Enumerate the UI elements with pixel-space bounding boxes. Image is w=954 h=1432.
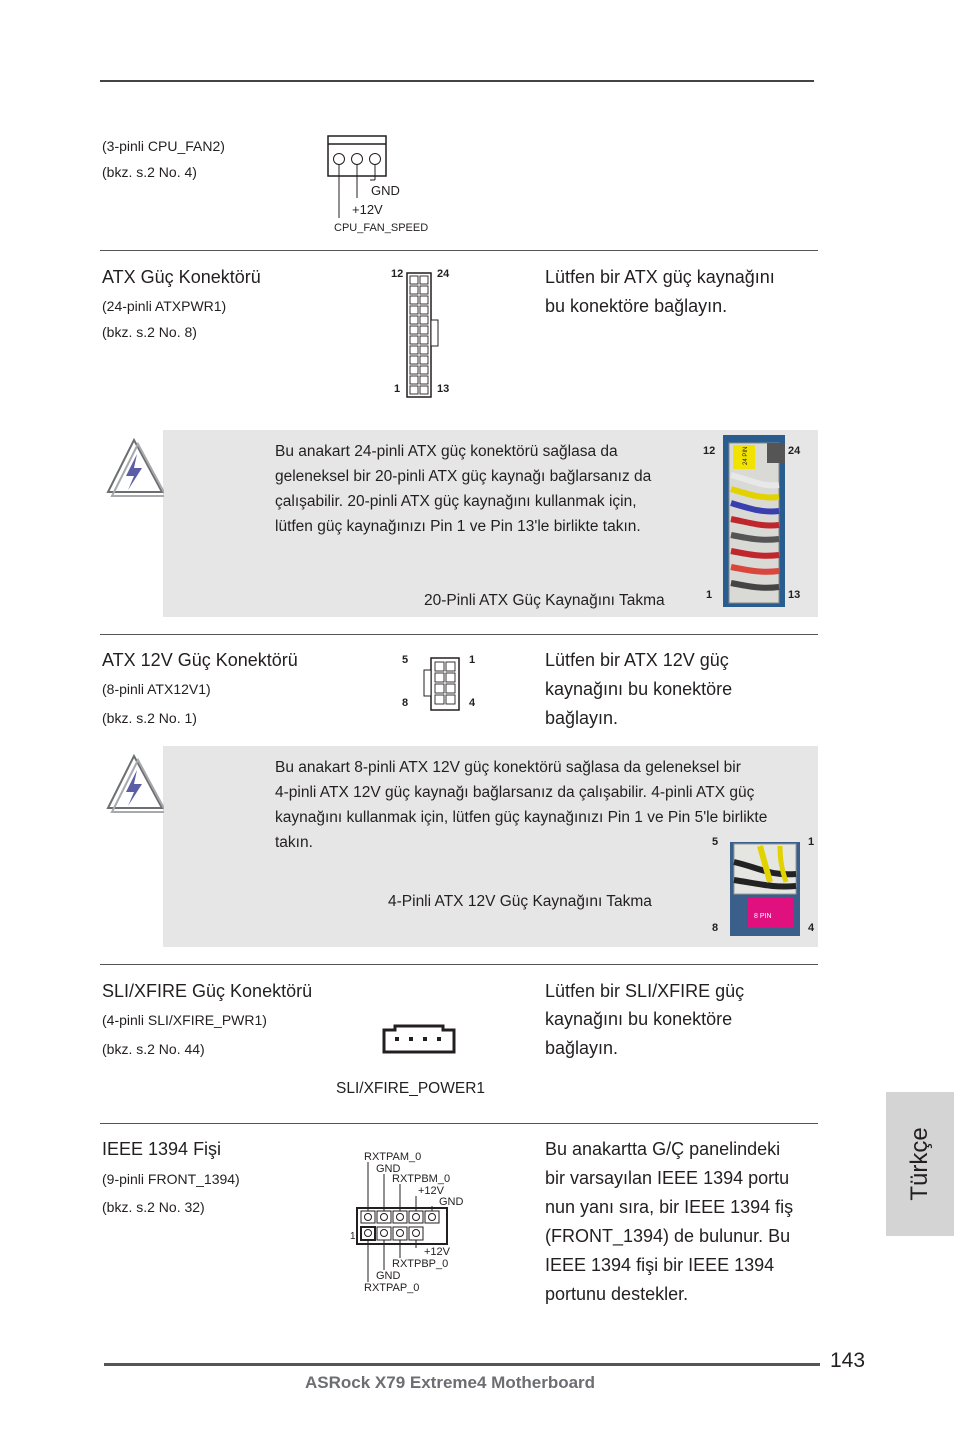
- atx-pins: (24-pinli ATXPWR1): [102, 298, 227, 314]
- atx-note-line1: Bu anakart 24-pinli ATX güç konektörü sağlasa da: [275, 443, 618, 460]
- top-rule: [100, 80, 814, 82]
- footer-rule: [104, 1363, 820, 1366]
- rule-4: [100, 1123, 818, 1124]
- atx12v-photo-pin-8: 8: [712, 922, 719, 934]
- ieee-desc-6: portunu destekler.: [545, 1284, 689, 1304]
- ieee-header-diagram: [348, 1148, 468, 1296]
- atx-photo-pin-12: 12: [703, 445, 716, 457]
- atx12v-note-line4: takın.: [275, 834, 313, 851]
- atx-note-line4: lütfen güç kaynağınızı Pin 1 ve Pin 13'le birlikte takın.: [275, 518, 641, 535]
- ieee-gnd-bot-label: GND: [376, 1270, 401, 1282]
- atx12v-connector-diagram: [421, 656, 461, 712]
- sli-desc-3: bağlayın.: [545, 1038, 619, 1058]
- sli-connector-diagram: [381, 1024, 457, 1056]
- atx-connector-diagram: [406, 272, 440, 400]
- footer-product: ASRock X79 Extreme4 Motherboard: [305, 1373, 596, 1392]
- ieee-12v-bot-label: +12V: [424, 1246, 450, 1258]
- ieee-12v-top-label: +12V: [418, 1185, 444, 1197]
- atx-note-line2: geleneksel bir 20-pinli ATX güç kaynağı bağlarsanız da: [275, 468, 652, 485]
- atx-photo-pin-13: 13: [788, 589, 801, 601]
- atx12v-note-line2: 4-pinli ATX 12V güç kaynağı bağlarsanız da çalışabilir. 4-pinli ATX güç: [275, 784, 755, 801]
- ieee-pins: (9-pinli FRONT_1394): [102, 1171, 240, 1187]
- atx-title: ATX Güç Konektörü: [102, 267, 261, 287]
- atx12v-desc-3: bağlayın.: [545, 708, 619, 728]
- ieee-desc-1: Bu anakartta G/Ç panelindeki: [545, 1139, 781, 1159]
- atx12v-pin-4: 4: [469, 697, 476, 709]
- cpu-fan-12v-label: +12V: [352, 202, 383, 217]
- ieee-desc-4: (FRONT_1394) de bulunur. Bu: [545, 1226, 791, 1246]
- page-number: 143: [830, 1349, 866, 1372]
- ieee-rxtpbp-label: RXTPBP_0: [392, 1258, 449, 1270]
- atx12v-pins: (8-pinli ATX12V1): [102, 681, 211, 697]
- sli-desc-2: kaynağını bu konektöre: [545, 1009, 733, 1029]
- sli-pins: (4-pinli SLI/XFIRE_PWR1): [102, 1012, 267, 1028]
- atx12v-title: ATX 12V Güç Konektörü: [102, 650, 298, 670]
- atx-photo-label: 24 PIN: [743, 446, 749, 465]
- atx12v-photo-pin-1: 1: [808, 836, 815, 848]
- ieee-gnd-top-label: GND: [376, 1163, 401, 1175]
- rule-1: [100, 250, 818, 251]
- ieee-pin1-label: 1: [350, 1231, 356, 1242]
- atx12v-photo-pin-4: 4: [808, 922, 815, 934]
- warning-icon: [104, 436, 164, 498]
- atx-pin-1: 1: [394, 383, 401, 395]
- ieee-title: IEEE 1394 Fişi: [102, 1139, 222, 1159]
- cpu-fan-pins: (3-pinli CPU_FAN2): [102, 138, 225, 154]
- atx12v-desc-2: kaynağını bu konektöre: [545, 679, 733, 699]
- atx12v-note-line3: kaynağını kullanmak için, lütfen güç kaynağınızı Pin 1 ve Pin 5'le birlikte: [275, 809, 768, 826]
- ieee-rxtpam-label: RXTPAM_0: [364, 1151, 422, 1163]
- cpu-fan-speed-label: CPU_FAN_SPEED: [334, 222, 429, 234]
- atx-note-caption: 20-Pinli ATX Güç Kaynağını Takma: [424, 592, 665, 609]
- atx-photo-pin-1: 1: [706, 589, 713, 601]
- sli-desc-1: Lütfen bir SLI/XFIRE güç: [545, 981, 745, 1001]
- atx-20pin-photo: [723, 435, 785, 607]
- ieee-rxtpap-label: RXTPAP_0: [364, 1282, 420, 1294]
- atx-pin-24: 24: [437, 268, 450, 280]
- ieee-rxtpbm-label: RXTPBM_0: [392, 1173, 451, 1185]
- rule-3: [100, 964, 818, 965]
- atx12v-4pin-photo: [730, 842, 800, 936]
- ieee-desc-2: bir varsayılan IEEE 1394 portu: [545, 1168, 790, 1188]
- cpu-fan-gnd-label: GND: [371, 183, 400, 198]
- atx12v-note-line1: Bu anakart 8-pinli ATX 12V güç konektörü sağlasa da geleneksel bir: [275, 759, 741, 776]
- cpu-fan-ref: (bkz. s.2 No. 4): [102, 164, 197, 180]
- atx-pin-13: 13: [437, 383, 450, 395]
- atx12v-pin-8: 8: [402, 697, 409, 709]
- atx-desc-2: bu konektöre bağlayın.: [545, 296, 728, 316]
- atx12v-pin-1: 1: [469, 654, 476, 666]
- sli-caption: SLI/XFIRE_POWER1: [336, 1080, 486, 1097]
- language-side-tab: [886, 1092, 954, 1236]
- ieee-desc-5: IEEE 1394 fişi bir IEEE 1394: [545, 1255, 775, 1275]
- atx12v-note-caption: 4-Pinli ATX 12V Güç Kaynağını Takma: [388, 893, 652, 910]
- cpu-fan-diagram: [326, 134, 442, 236]
- atx12v-pin-5: 5: [402, 654, 409, 666]
- language-tab-label: Türkçe: [906, 1127, 933, 1201]
- atx-note-line3: çalışabilir. 20-pinli ATX güç kaynağını kullanmak için,: [275, 493, 637, 510]
- atx12v-photo-label: 8 PIN: [754, 913, 772, 920]
- atx12v-photo-pin-5: 5: [712, 836, 719, 848]
- atx-desc-1: Lütfen bir ATX güç kaynağını: [545, 267, 775, 287]
- atx12v-desc-1: Lütfen bir ATX 12V güç: [545, 650, 729, 670]
- ieee-gnd-right-label: GND: [439, 1196, 464, 1208]
- ieee-ref: (bkz. s.2 No. 32): [102, 1199, 205, 1215]
- atx-ref: (bkz. s.2 No. 8): [102, 324, 197, 340]
- sli-title: SLI/XFIRE Güç Konektörü: [102, 981, 313, 1001]
- rule-2: [100, 634, 818, 635]
- warning-icon: [104, 752, 164, 814]
- atx-photo-pin-24: 24: [788, 445, 801, 457]
- atx-pin-12: 12: [391, 268, 404, 280]
- atx12v-ref: (bkz. s.2 No. 1): [102, 710, 197, 726]
- sli-ref: (bkz. s.2 No. 44): [102, 1041, 205, 1057]
- ieee-desc-3: nun yanı sıra, bir IEEE 1394 fiş: [545, 1197, 794, 1217]
